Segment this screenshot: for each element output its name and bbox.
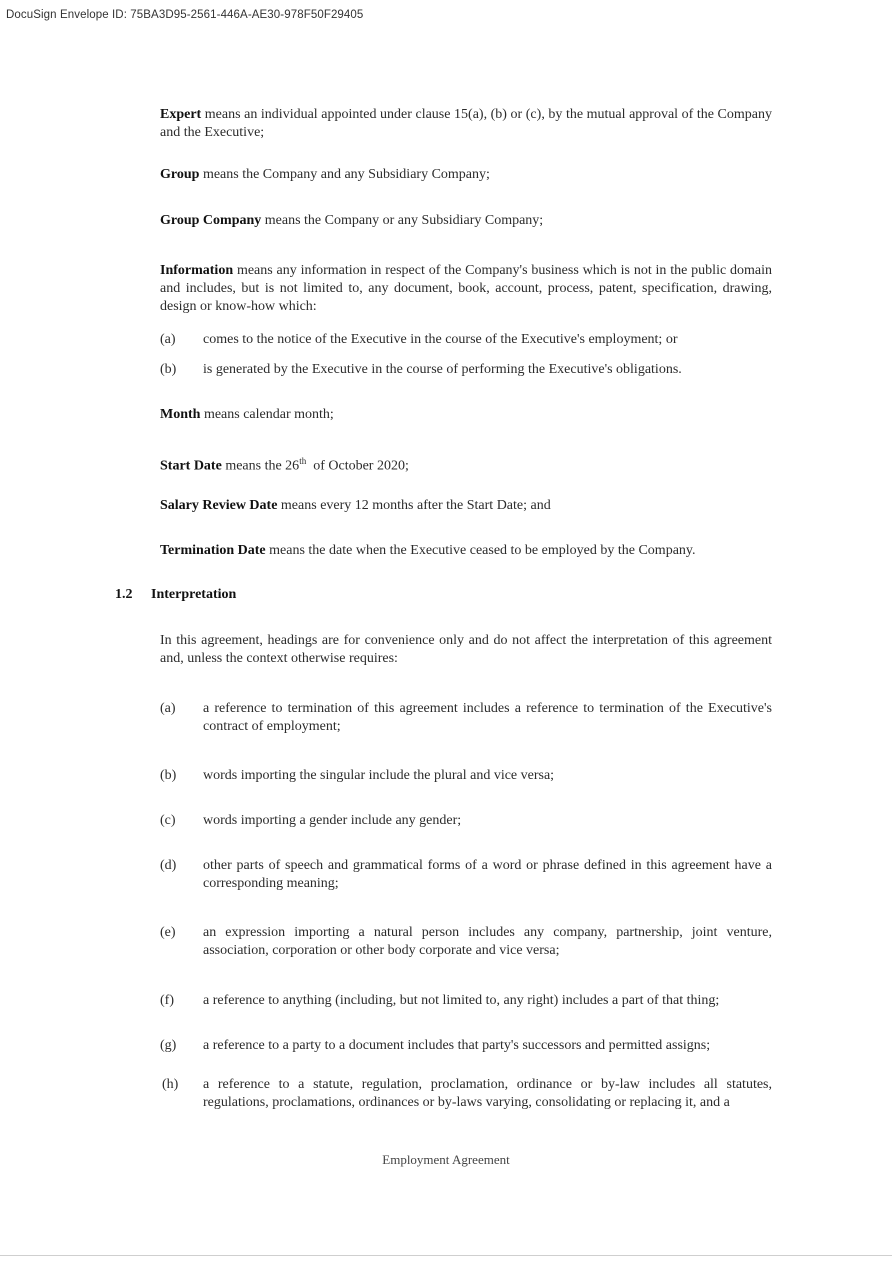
- page-bottom-edge: [0, 1255, 892, 1256]
- definition-group: [160, 166, 772, 184]
- definition-term: Start Date: [160, 458, 222, 474]
- list-item-text: other parts of speech and grammatical forms of a word or phrase defined in this agreement have a corresponding meaning;: [203, 858, 772, 891]
- section-title: Interpretation: [151, 587, 237, 602]
- ordinal-suffix: th: [299, 456, 307, 466]
- section-intro: In this agreement, headings are for convenience only and do not affect the interpretation of this agreement and, unless the context otherwise requires:: [160, 633, 772, 666]
- definition-text: means every 12 months after the Start Date; and: [277, 498, 551, 513]
- list-item-text: comes to the notice of the Executive in the course of the Executive's employment; or: [203, 332, 678, 347]
- definition-information: [160, 262, 772, 316]
- list-item-label: (g): [160, 1038, 177, 1053]
- definition-salary-review-date: [160, 497, 772, 515]
- definition-group-company: [160, 212, 772, 230]
- docusign-envelope-id: DocuSign Envelope ID: 75BA3D95-2561-446A-AE30-978F50F29405: [6, 9, 364, 21]
- list-item-label: (a): [160, 332, 176, 347]
- definition-expert: [160, 106, 772, 142]
- list-item-label: (e): [160, 925, 176, 940]
- definition-term: Group: [160, 167, 200, 182]
- list-item-text: an expression importing a natural person includes any company, partnership, joint venture, association, corporation or other body corporate and vice versa;: [203, 925, 772, 958]
- list-item-label: (c): [160, 813, 176, 828]
- definition-month: [160, 406, 772, 424]
- page-footer: Employment Agreement: [382, 1152, 510, 1167]
- definition-termination-date: [160, 542, 772, 560]
- definition-term: Group Company: [160, 213, 262, 228]
- list-item-text: words importing a gender include any gender;: [203, 813, 462, 828]
- definition-term: Expert: [160, 107, 202, 122]
- definition-text: means the 26: [221, 458, 300, 474]
- definition-text: means calendar month;: [200, 407, 334, 422]
- list-item-label: (d): [160, 858, 177, 873]
- list-item-text: a reference to a statute, regulation, proclamation, ordinance or by-law includes all statutes, regulations, proclamations, ordinances or by-laws varying, consolidating or replacing it, and a: [203, 1077, 772, 1110]
- definition-text: means the date when the Executive ceased to be employed by the Company.: [265, 543, 696, 558]
- list-item-text: a reference to anything (including, but not limited to, any right) includes a part of that thing;: [203, 993, 720, 1008]
- definition-text: means the Company or any Subsidiary Company;: [261, 213, 544, 228]
- list-item-label: (b): [160, 362, 177, 377]
- list-item-label: (b): [160, 768, 177, 783]
- definition-term: Information: [160, 263, 234, 278]
- definition-term: Month: [160, 407, 201, 422]
- list-item-label: (h): [162, 1077, 179, 1092]
- definition-term: Termination Date: [160, 543, 266, 558]
- list-item-label: (a): [160, 701, 176, 716]
- definition-text: means an individual appointed under clause 15(a), (b) or (c), by the mutual approval of the Company and the Executive;: [160, 107, 772, 140]
- definition-text: means any information in respect of the Company's business which is not in the public domain and includes, but is not limited to, any document, book, account, process, patent, specification, drawing, design or know-how which:: [160, 263, 772, 314]
- definition-text: means the Company and any Subsidiary Company;: [199, 167, 490, 182]
- definition-start-date: [160, 452, 772, 476]
- list-item-label: (f): [160, 993, 174, 1008]
- list-item-text: a reference to termination of this agreement includes a reference to termination of the Executive's contract of employment;: [203, 701, 772, 734]
- section-number: 1.2: [115, 587, 133, 602]
- list-item-text: is generated by the Executive in the course of performing the Executive's obligations.: [203, 362, 682, 377]
- list-item-text: words importing the singular include the plural and vice versa;: [203, 768, 555, 783]
- definition-term: Salary Review Date: [160, 498, 278, 513]
- definition-text: of October 2020;: [306, 458, 409, 474]
- list-item-text: a reference to a party to a document includes that party's successors and permitted assigns;: [203, 1038, 711, 1053]
